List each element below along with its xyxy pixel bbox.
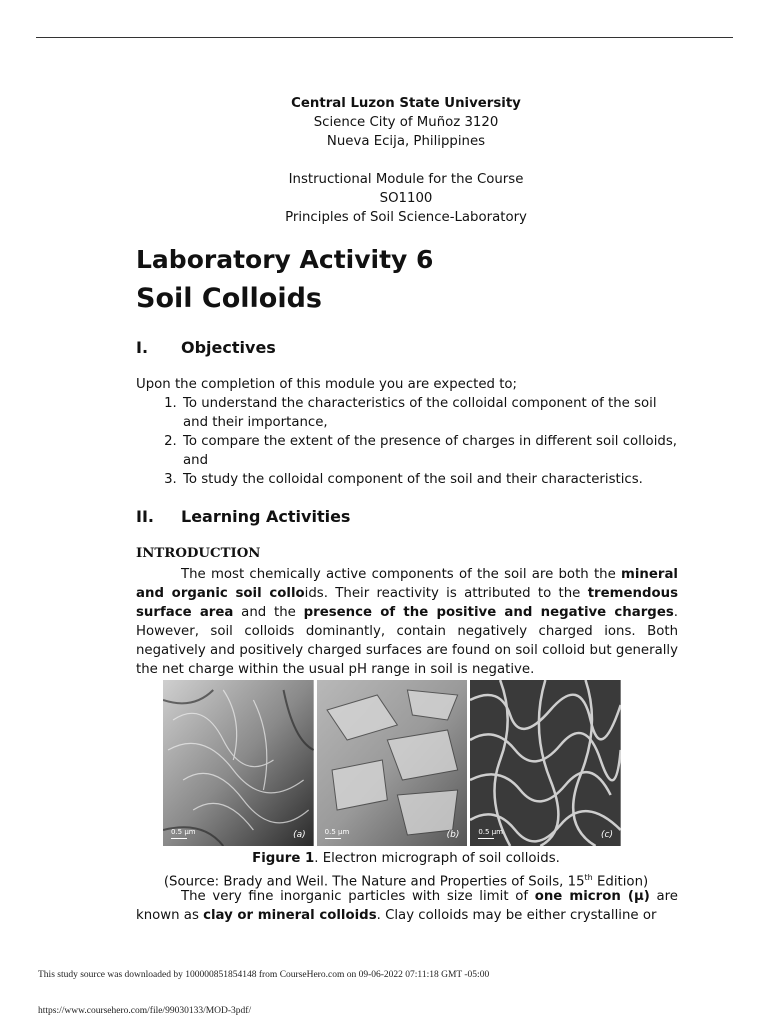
list-item: 3. To study the colloidal component of the soil and their characteristics.	[181, 470, 678, 489]
source-url[interactable]: https://www.coursehero.com/file/99030133/MOD-3pdf/	[38, 1006, 252, 1016]
list-item: 2. To compare the extent of the presence of charges in different soil colloids, and	[181, 432, 678, 470]
top-rule	[36, 37, 733, 38]
panel-label: (a)	[293, 830, 306, 840]
text-run: are known as	[136, 889, 678, 923]
source-superscript: th	[584, 873, 593, 882]
topic-title: Soil Colloids	[136, 283, 322, 314]
micrograph-panel-b	[317, 680, 468, 846]
learning-heading	[136, 507, 350, 526]
caption-label: Figure 1	[252, 851, 315, 866]
course-code: SO1100	[379, 191, 433, 206]
university-name: Central Luzon State University	[291, 96, 521, 111]
clay-paragraph	[136, 887, 678, 925]
caption-text: . Electron micrograph of soil colloids.	[314, 851, 560, 866]
scale-bar-label: 0.5 µm	[324, 828, 350, 836]
text-run: The very fine inorganic particles with size limit of	[181, 889, 535, 904]
scale-bar-label: 0.5 µm	[171, 828, 196, 836]
section-number: II.	[136, 507, 154, 526]
text-run: The most chemically active components of the soil are both the	[181, 567, 621, 582]
download-note: This study source was downloaded by 100000851854148 from CourseHero.com on 09-06-2022 07:11:18 GMT -05:00	[38, 970, 490, 980]
objectives-body	[136, 375, 678, 489]
bold-run: tremendous surface area	[136, 586, 678, 620]
document-header	[0, 94, 768, 227]
objectives-list	[136, 394, 678, 489]
figure-caption	[0, 849, 768, 868]
source-text: (Source: Brady and Weil. The Nature and Properties of Soils, 15	[163, 874, 585, 890]
text-run: . Clay colloids may be either crystalline or	[376, 908, 657, 923]
bold-run: one micron (µ)	[534, 889, 650, 904]
section-title: Learning Activities	[181, 507, 351, 526]
scale-bar-label: 0.5 µm	[478, 828, 503, 836]
source-text: Edition)	[592, 874, 649, 890]
address-line-2: Nueva Ecija, Philippines	[326, 134, 486, 149]
micrograph-panel-a	[163, 680, 314, 846]
micrograph-a-image	[163, 680, 314, 846]
panel-label: (b)	[446, 830, 460, 840]
text-run: and the	[233, 605, 304, 620]
objectives-lead: Upon the completion of this module you are expected to;	[136, 377, 518, 392]
activity-title: Laboratory Activity 6	[136, 245, 434, 274]
micrograph-figure	[163, 680, 621, 846]
text-run: . However, soil colloids dominantly, contain negatively charged ions. Both negatively and positively charged surfaces are found on soil colloid but generally the net charge within the usual pH range in soil is negative.	[136, 605, 678, 677]
micrograph-b-image	[317, 680, 468, 846]
objectives-heading	[136, 338, 276, 357]
text-run: ids. Their reactivity is attributed to the	[304, 586, 588, 601]
intro-paragraph	[136, 565, 678, 679]
course-title: Principles of Soil Science-Laboratory	[285, 210, 527, 225]
introduction-heading: INTRODUCTION	[136, 546, 261, 561]
module-line: Instructional Module for the Course	[288, 172, 524, 187]
micrograph-c-image	[470, 680, 621, 846]
bold-run: mineral and organic soil collo	[136, 567, 678, 601]
list-item: 1. To understand the characteristics of the colloidal component of the soil and their importance,	[181, 394, 678, 432]
panel-label: (c)	[601, 830, 614, 840]
bold-run: presence of the positive and negative charges	[303, 605, 674, 620]
address-line-1: Science City of Muñoz 3120	[313, 115, 499, 130]
section-number: I.	[136, 338, 149, 357]
micrograph-panel-c	[470, 680, 621, 846]
bold-run: clay or mineral colloids	[203, 908, 377, 923]
section-title: Objectives	[181, 338, 276, 357]
